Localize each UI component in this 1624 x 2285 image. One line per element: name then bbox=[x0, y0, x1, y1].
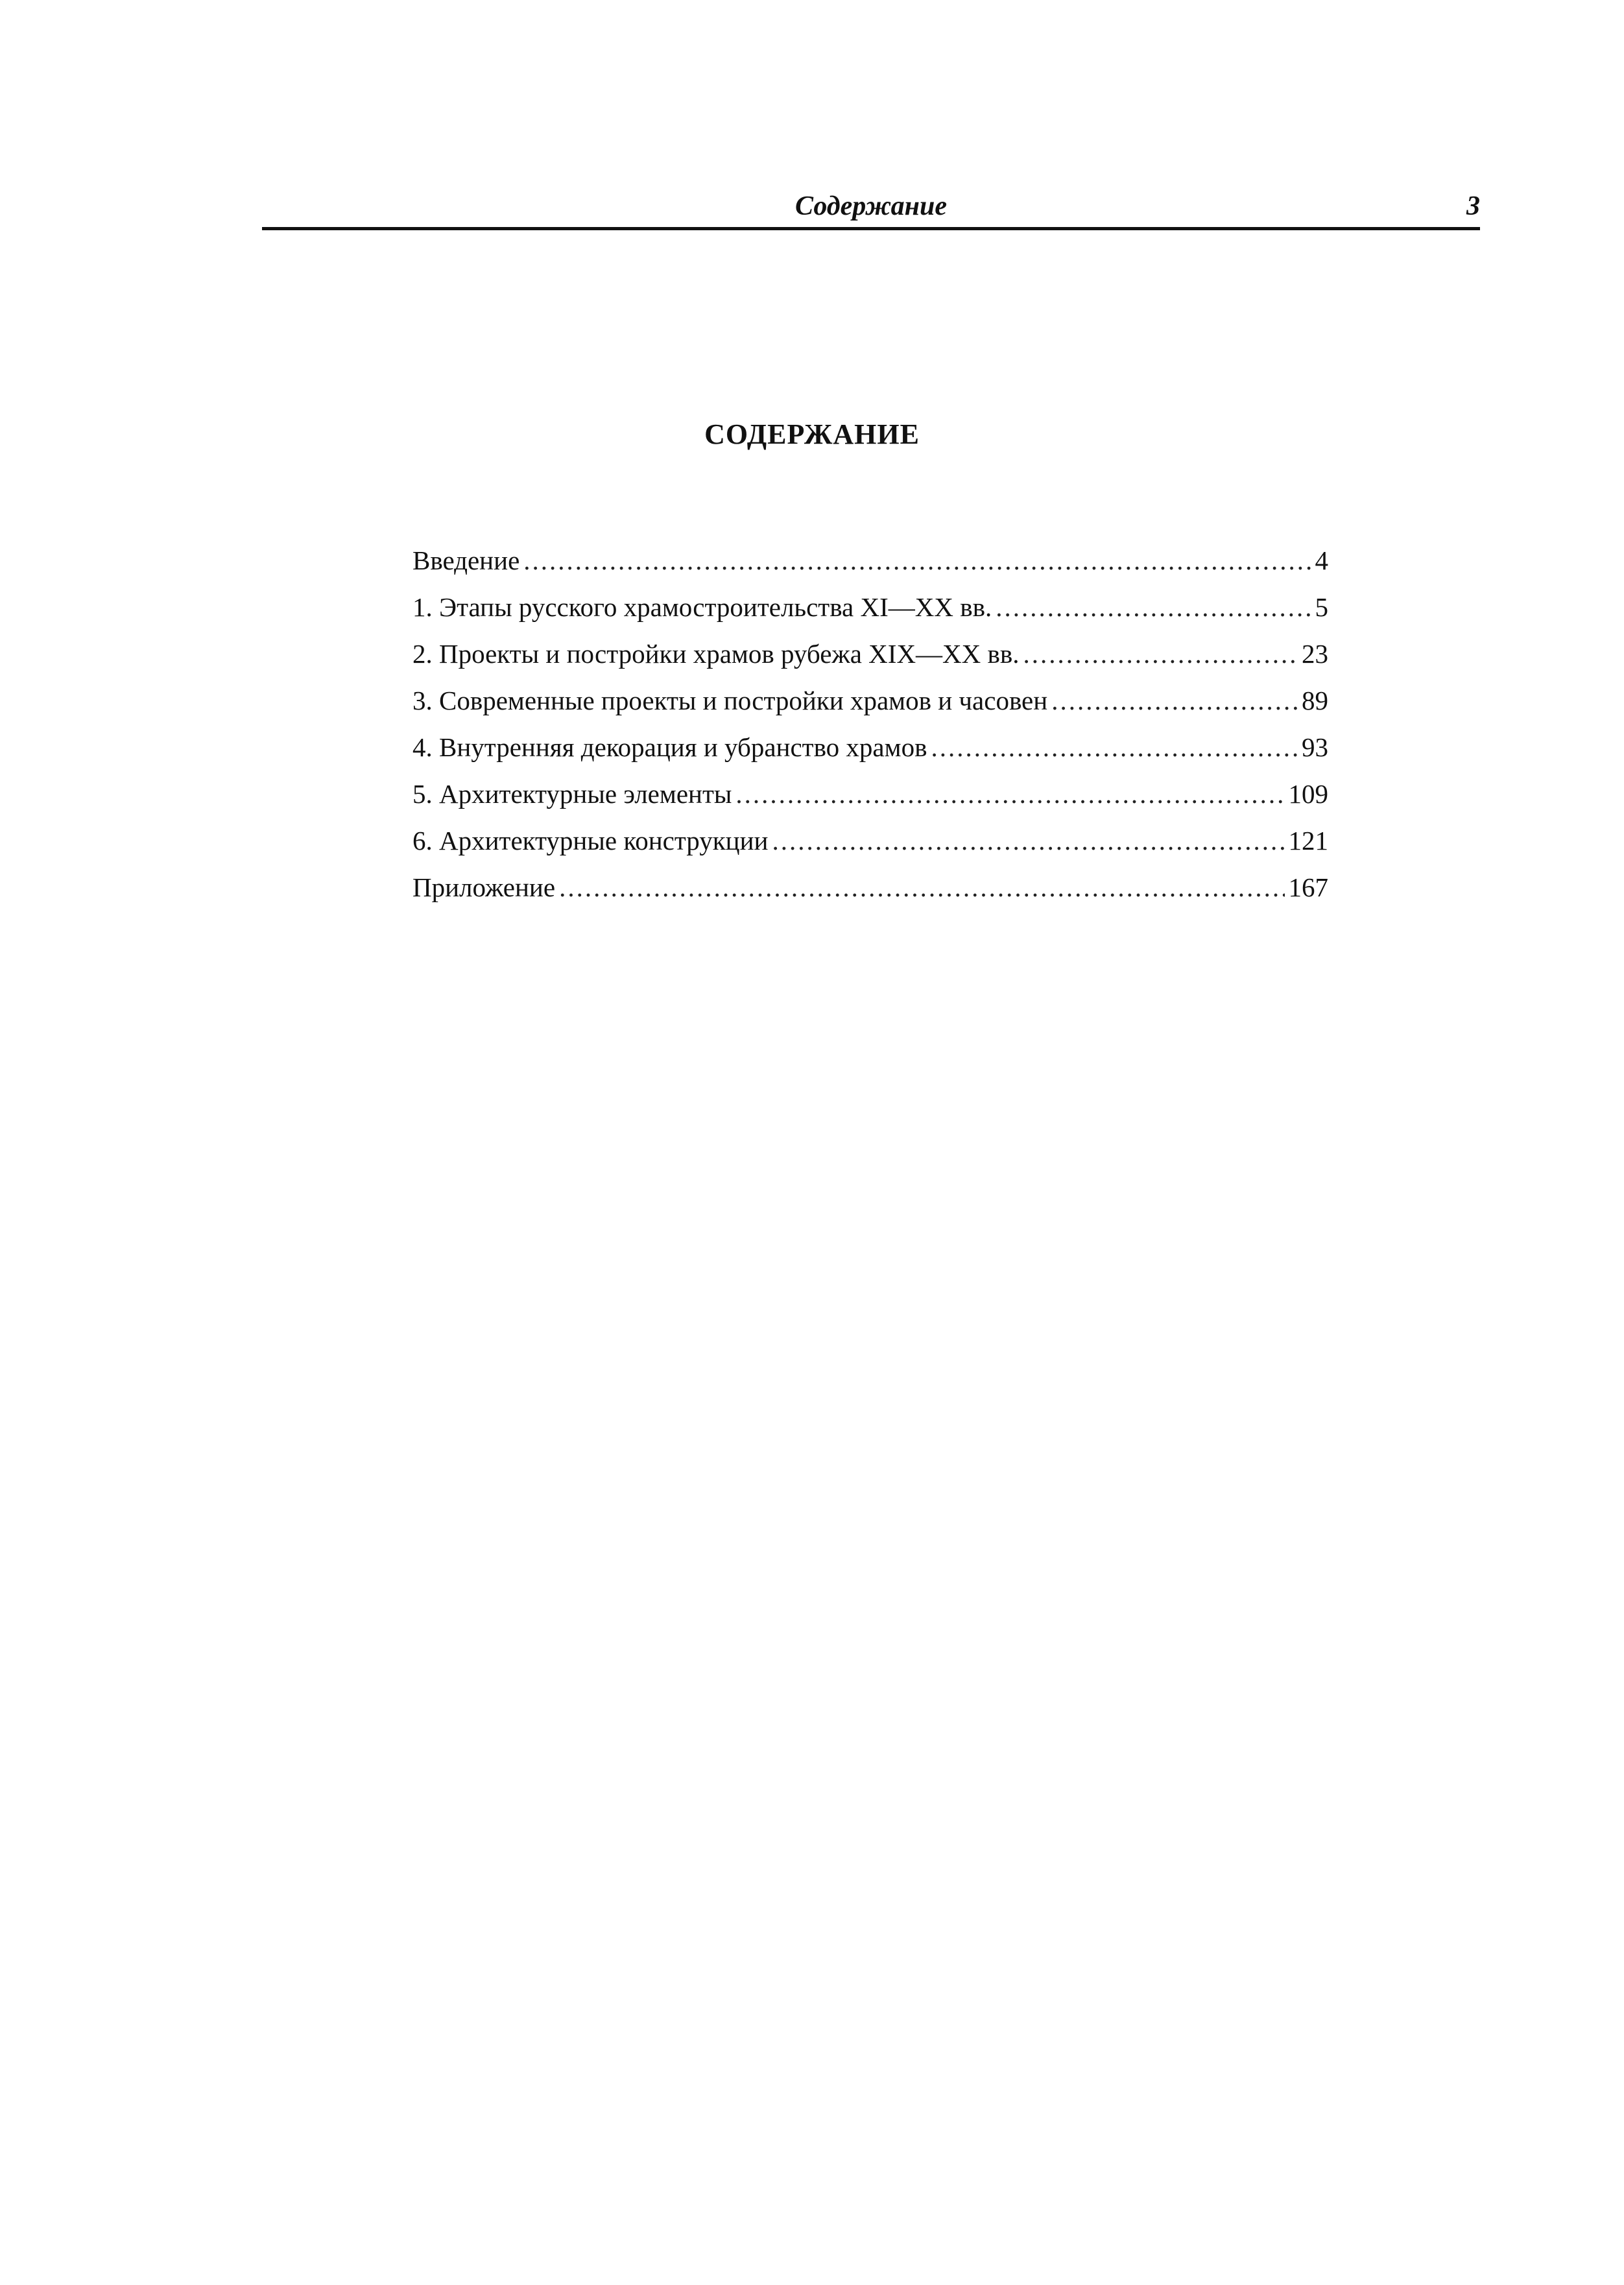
toc-entry-chapter-1[interactable] bbox=[412, 584, 1328, 630]
toc-entry-chapter-5[interactable] bbox=[412, 771, 1328, 817]
toc-entry-label: Приложение bbox=[412, 872, 556, 902]
toc-entry-label: 4. Внутренняя декорация и убранство храмов bbox=[412, 732, 927, 762]
page-number: 3 bbox=[1466, 191, 1480, 221]
toc-entry-chapter-4[interactable] bbox=[412, 724, 1328, 771]
header-rule bbox=[262, 227, 1480, 230]
toc-entry-page: 121 bbox=[1288, 826, 1328, 855]
toc-dot-leader bbox=[1023, 630, 1298, 677]
toc-heading: СОДЕРЖАНИЕ bbox=[704, 418, 920, 450]
toc-entry-chapter-3[interactable] bbox=[412, 677, 1328, 724]
toc-entry-label: Введение bbox=[412, 545, 520, 575]
toc-entry-page: 89 bbox=[1302, 686, 1328, 715]
table-of-contents bbox=[412, 537, 1328, 911]
toc-dot-leader bbox=[523, 537, 1311, 584]
toc-dot-leader bbox=[559, 864, 1284, 911]
toc-dot-leader bbox=[931, 724, 1298, 771]
toc-entry-introduction[interactable] bbox=[412, 537, 1328, 584]
toc-dot-leader bbox=[996, 584, 1311, 630]
toc-entry-page: 109 bbox=[1288, 779, 1328, 809]
toc-entry-label: 5. Архитектурные элементы bbox=[412, 779, 732, 809]
toc-entry-label: 6. Архитектурные конструкции bbox=[412, 826, 769, 855]
running-title: Содержание bbox=[795, 191, 947, 221]
toc-entry-appendix[interactable] bbox=[412, 864, 1328, 911]
toc-entry-page: 4 bbox=[1315, 545, 1328, 575]
toc-entry-label: 2. Проекты и постройки храмов рубежа XIX—XX вв. bbox=[412, 639, 1020, 669]
toc-dot-leader bbox=[772, 817, 1284, 864]
toc-entry-page: 93 bbox=[1302, 732, 1328, 762]
toc-entry-chapter-2[interactable] bbox=[412, 630, 1328, 677]
toc-entry-page: 5 bbox=[1315, 592, 1328, 622]
toc-entry-page: 167 bbox=[1288, 872, 1328, 902]
toc-entry-page: 23 bbox=[1302, 639, 1328, 669]
toc-entry-label: 1. Этапы русского храмостроительства XI—XX вв. bbox=[412, 592, 992, 622]
toc-entry-chapter-6[interactable] bbox=[412, 817, 1328, 864]
toc-dot-leader bbox=[735, 771, 1284, 817]
running-header bbox=[262, 187, 1480, 226]
toc-dot-leader bbox=[1051, 677, 1298, 724]
toc-entry-label: 3. Современные проекты и постройки храмов и часовен bbox=[412, 686, 1048, 715]
